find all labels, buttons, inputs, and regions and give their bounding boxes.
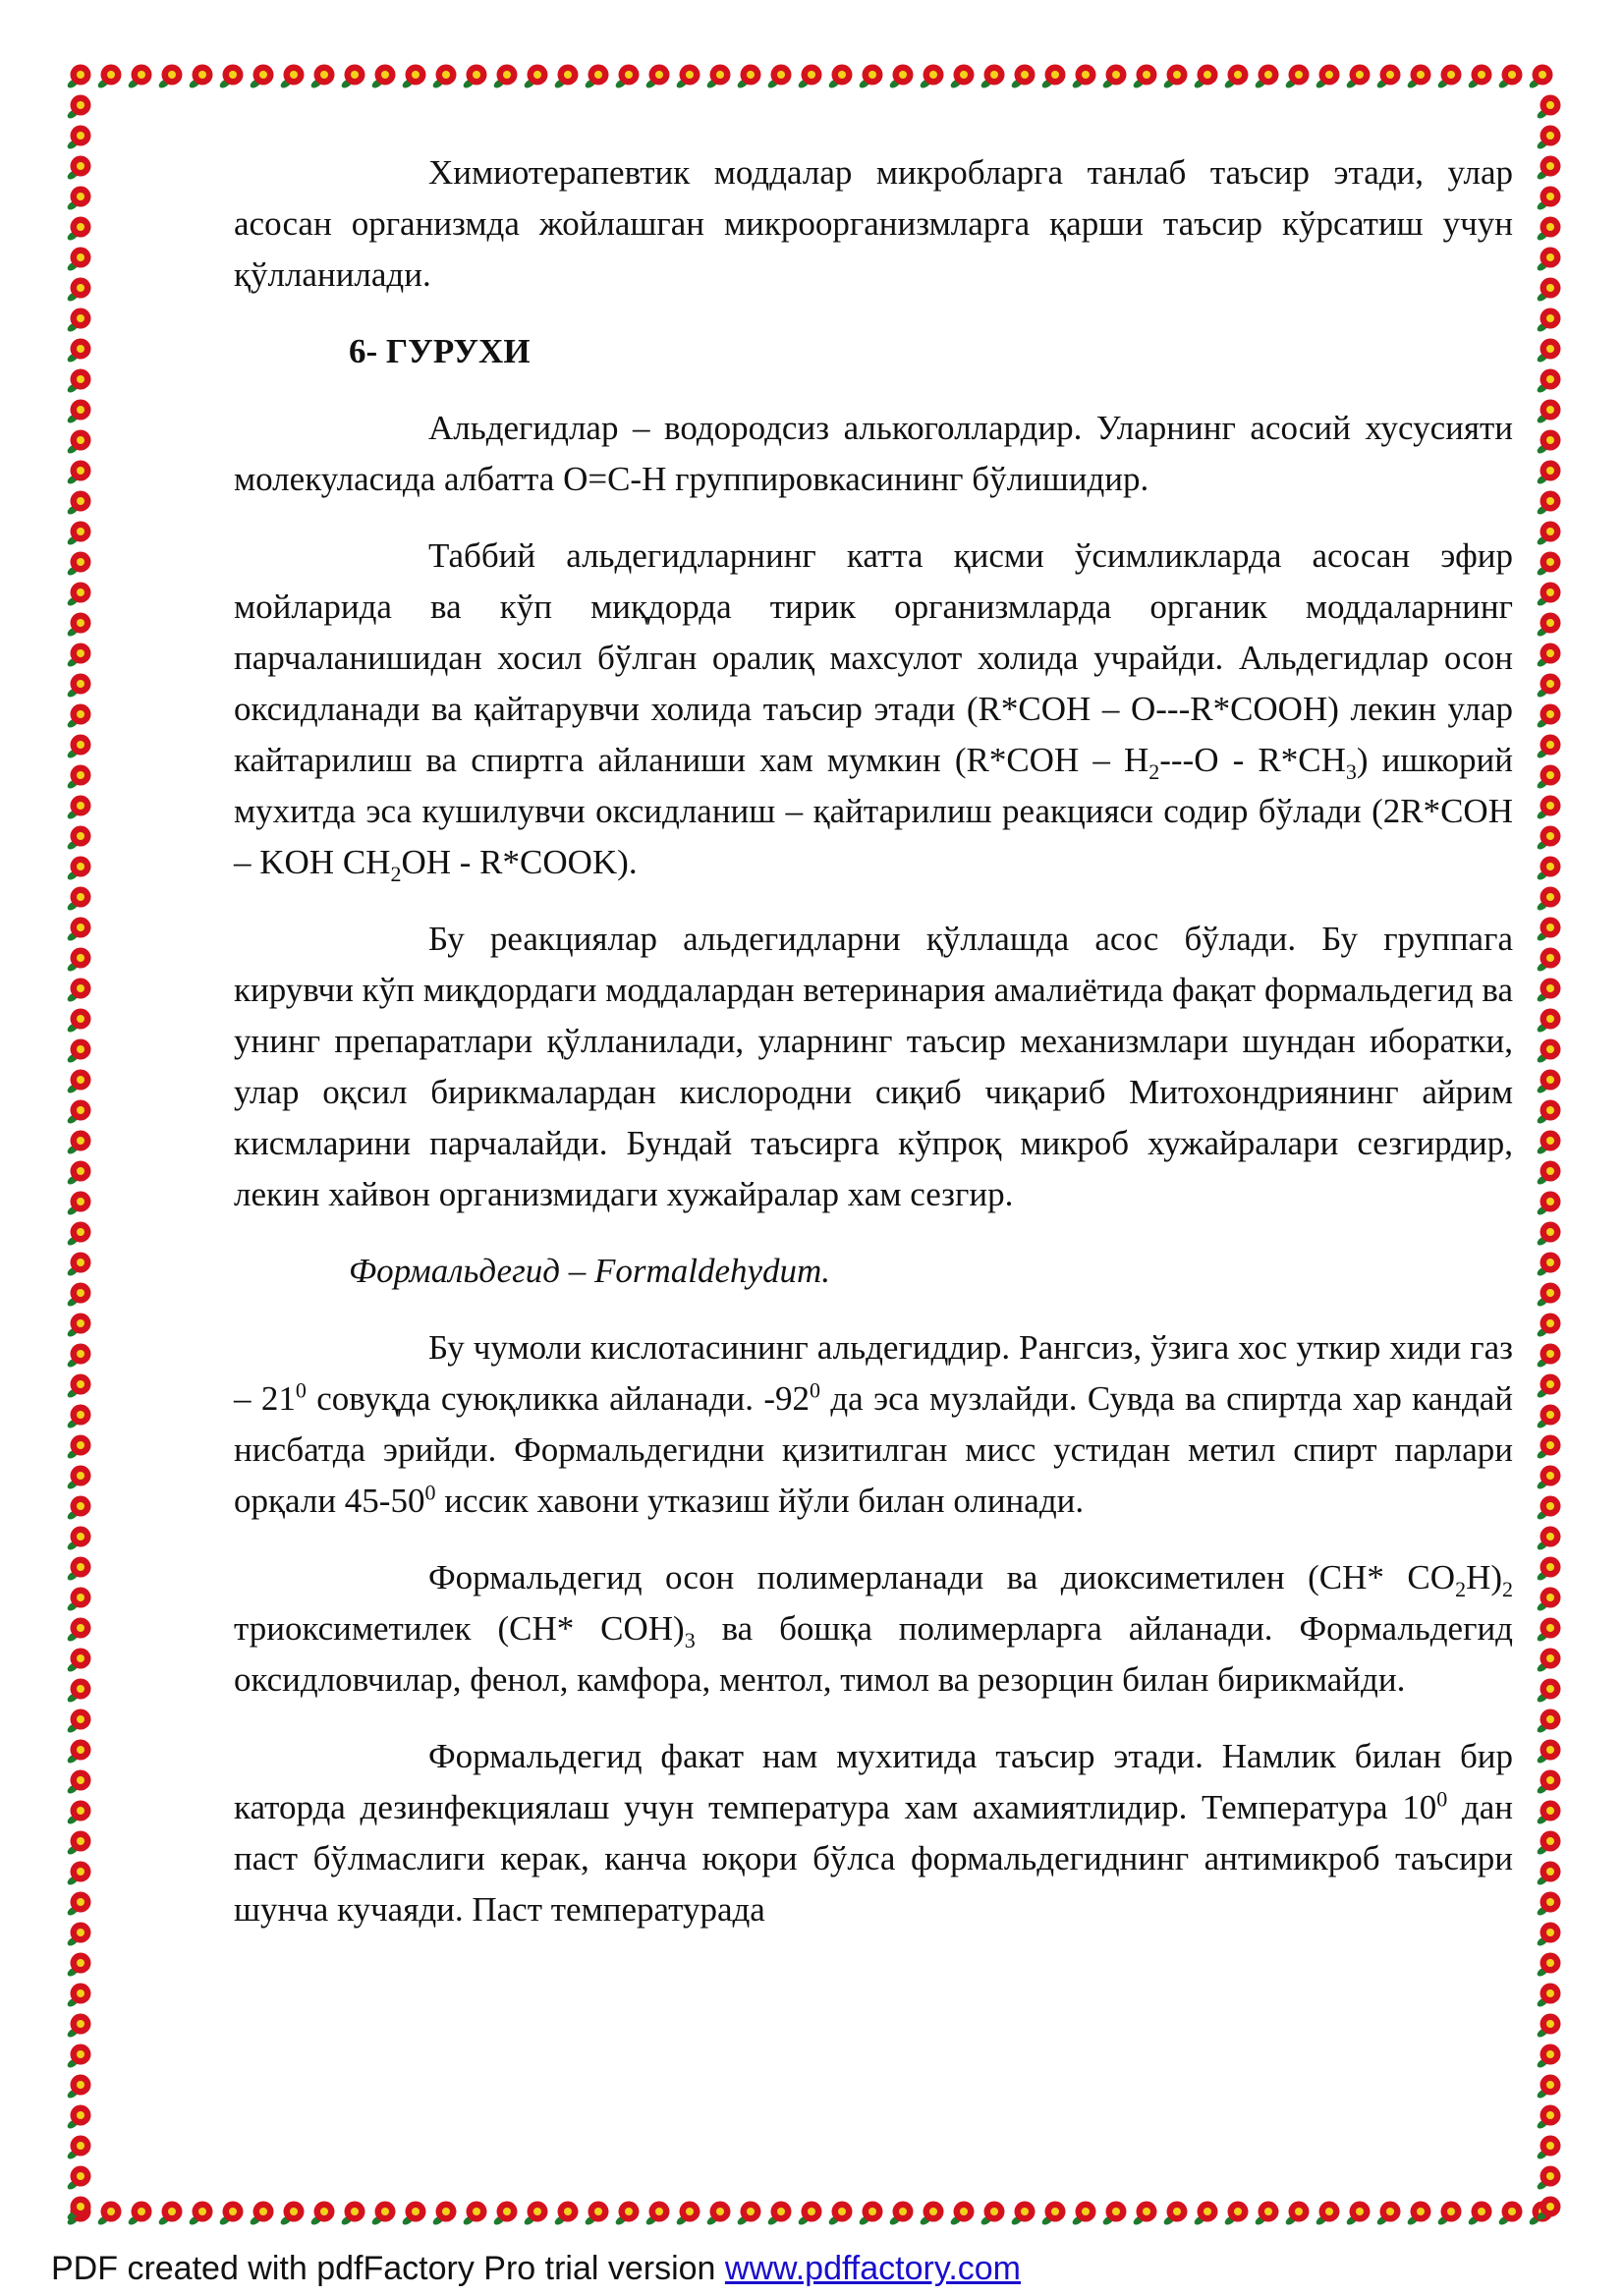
flower-icon [157, 65, 182, 90]
flower-icon [797, 2202, 821, 2227]
flower-icon [584, 2202, 608, 2227]
flower-icon [584, 65, 608, 90]
flower-icon [1536, 1801, 1560, 1826]
flower-icon [1375, 2202, 1400, 2227]
flower-icon [1536, 918, 1560, 943]
paragraph-chemotherapeutic: Химиотерапевтик моддалар микробларга танлаб таъсир этади, улар асосан организмда жойлашган микроорганизмларга қарши таъсир кўрсатиш учун қўлланилади. [234, 153, 1513, 294]
flower-icon [797, 65, 821, 90]
flower-icon [1193, 2202, 1217, 2227]
flower-icon [1536, 1527, 1560, 1552]
flower-icon [1536, 1131, 1560, 1156]
flower-icon [66, 1009, 90, 1035]
flower-icon [1536, 1405, 1560, 1430]
footer-text: PDF created with pdfFactory Pro trial version [51, 2250, 725, 2287]
flower-icon [1536, 644, 1560, 669]
paragraph-polymerization: Формальдегид осон полимерланади ва диоксиметилен (CH* $CO_2H)_2$ триоксиметилек (CH* $COH)_3$ ва бошқа полимерларга айланади. Формальдегид оксидловчилар, фенол, камфора, ментол, тимол ва резорцин билан бирикмайди. [234, 1558, 1513, 1699]
flower-icon [1536, 1740, 1560, 1765]
flower-icon [66, 1070, 90, 1095]
flower-icon [1536, 1618, 1560, 1644]
flower-icon [340, 2202, 364, 2227]
flower-icon [66, 1466, 90, 1491]
flower-icon [1536, 583, 1560, 608]
flower-icon [1536, 979, 1560, 1004]
flower-icon [66, 2014, 90, 2040]
flower-icon [370, 2202, 395, 2227]
flower-icon [949, 65, 974, 90]
flower-icon [858, 65, 882, 90]
flower-icon [66, 1679, 90, 1705]
flower-icon [1536, 2075, 1560, 2100]
flower-icon [66, 2166, 90, 2192]
flower-icon [66, 1984, 90, 2009]
flower-icon [66, 1862, 90, 1887]
flower-icon [66, 1770, 90, 1796]
flower-icon [1536, 1557, 1560, 1583]
flower-icon [736, 2202, 760, 2227]
flower-icon [1536, 248, 1560, 273]
flower-icon [127, 2202, 151, 2227]
flower-icon [1536, 552, 1560, 578]
flower-icon [66, 1649, 90, 1674]
flower-icon [66, 369, 90, 395]
flower-icon [492, 2202, 517, 2227]
flower-icon [1536, 2166, 1560, 2192]
flower-icon [1010, 65, 1035, 90]
flower-icon [1536, 1984, 1560, 2009]
flower-icon [66, 2044, 90, 2070]
flower-icon [66, 1527, 90, 1552]
flower-icon [309, 2202, 334, 2227]
flower-icon [1536, 2014, 1560, 2040]
flower-icon [1536, 461, 1560, 486]
flower-icon [66, 1892, 90, 1918]
flower-icon [949, 2202, 974, 2227]
flower-icon [66, 979, 90, 1004]
flower-icon [1536, 1435, 1560, 1461]
flower-icon [1536, 674, 1560, 700]
flower-icon [66, 278, 90, 304]
flower-icon [1536, 1374, 1560, 1400]
flower-icon [66, 796, 90, 821]
flower-icon [66, 1283, 90, 1309]
flower-icon [888, 2202, 913, 2227]
flower-icon [66, 765, 90, 791]
flower-icon [1536, 1679, 1560, 1705]
flower-icon [66, 248, 90, 273]
flower-icon [279, 65, 304, 90]
flower-icon [1040, 2202, 1065, 2227]
flower-icon [705, 65, 730, 90]
flower-icon [1010, 2202, 1035, 2227]
flower-icon [766, 2202, 791, 2227]
flower-icon [1536, 187, 1560, 212]
flower-icon [66, 1161, 90, 1187]
flower-icon [66, 552, 90, 578]
flower-icon [1536, 400, 1560, 425]
flower-icon [66, 948, 90, 974]
flower-icon [96, 2202, 121, 2227]
flower-icon [1536, 1466, 1560, 1491]
flower-icon [1536, 369, 1560, 395]
flower-icon [66, 1314, 90, 1339]
flower-icon [1536, 826, 1560, 852]
flower-icon [66, 613, 90, 639]
flower-icon [66, 156, 90, 182]
flower-icon [1536, 1649, 1560, 1674]
flower-icon [827, 2202, 852, 2227]
flower-icon [66, 1405, 90, 1430]
flower-icon [66, 1131, 90, 1156]
flower-icon [1223, 65, 1248, 90]
flower-icon [66, 2197, 90, 2222]
flower-icon [249, 2202, 273, 2227]
flower-icon [66, 217, 90, 243]
flower-icon [644, 65, 669, 90]
flower-icon [66, 2136, 90, 2161]
flower-icon [1536, 156, 1560, 182]
flower-icon [827, 65, 852, 90]
flower-icon [1536, 1770, 1560, 1796]
flower-icon [1536, 308, 1560, 334]
flower-icon [1101, 2202, 1126, 2227]
flower-icon [1536, 1100, 1560, 1126]
flower-icon [1536, 2105, 1560, 2131]
flower-icon [1536, 339, 1560, 364]
flower-icon [1162, 2202, 1187, 2227]
flower-icon [249, 65, 273, 90]
flower-icon [1536, 1709, 1560, 1735]
flower-icon [66, 1222, 90, 1248]
flower-icon [370, 65, 395, 90]
flower-icon [66, 1740, 90, 1765]
flower-icon [66, 1953, 90, 1979]
flower-icon [1132, 65, 1156, 90]
paragraph-humidity-temperature: Формальдегид факат нам мухитида таъсир этади. Намлик билан бир каторда дезинфекциялаш учун температура хам ахамиятлидир. Температура $10^0$ дан паст бўлмаслиги керак, канча юқори бўлса формальдегиднинг антимикроб таъсири шунча кучаяди. Паст температурада [234, 1737, 1513, 1929]
flower-icon [1536, 796, 1560, 821]
pdf-footer [51, 2250, 1021, 2288]
flower-icon [188, 2202, 212, 2227]
flower-icon [1223, 2202, 1248, 2227]
flower-icon [1101, 65, 1126, 90]
flower-icon [66, 1374, 90, 1400]
flower-icon [66, 1435, 90, 1461]
flower-icon [1528, 2202, 1552, 2227]
flower-icon [66, 522, 90, 547]
flower-icon [66, 1557, 90, 1583]
document-body [234, 147, 1513, 1961]
flower-icon [1071, 2202, 1095, 2227]
flower-icon [66, 644, 90, 669]
flower-icon [1536, 1344, 1560, 1370]
flower-icon [66, 1192, 90, 1217]
paragraph-formic-aldehyde: Бу чумоли кислотасининг альдегиддир. Рангсиз, ўзига хос уткир хиди газ – $21^0$ совуқда суюқликка айланади. $-92^0$ да эса музлайди. Сувда ва спиртда хар кандай нисбатда эрийди. Формальдегидни қизитилган мисс устидан метил спирт парлари орқали $45-50^0$ иссик хавони утказиш йўли билан олинади. [234, 1328, 1513, 1520]
flower-icon [66, 1344, 90, 1370]
flower-icon [1536, 1831, 1560, 1857]
flower-icon [218, 65, 243, 90]
flower-icon [1040, 65, 1065, 90]
flower-icon [1162, 65, 1187, 90]
flower-icon [66, 126, 90, 151]
flower-icon [431, 65, 456, 90]
flower-icon [1284, 65, 1309, 90]
flower-icon [66, 583, 90, 608]
flower-icon [1536, 1862, 1560, 1887]
flower-icon [66, 1618, 90, 1644]
flower-icon [1536, 765, 1560, 791]
flower-icon [675, 65, 700, 90]
flower-icon [1536, 1314, 1560, 1339]
flower-icon [66, 1588, 90, 1613]
flower-icon [1536, 1009, 1560, 1035]
flower-icon [1071, 65, 1095, 90]
flower-icon [462, 65, 486, 90]
flower-icon [858, 2202, 882, 2227]
flower-icon [1436, 65, 1461, 90]
flower-icon [1536, 1953, 1560, 1979]
flower-icon [1536, 2044, 1560, 2070]
flower-icon [66, 857, 90, 882]
formaldehyde-title: Формальдегид – Formaldehydum. [349, 1252, 831, 1290]
flower-icon [401, 2202, 425, 2227]
flower-icon [66, 65, 90, 90]
flower-icon [1467, 2202, 1491, 2227]
flower-icon [492, 65, 517, 90]
flower-icon [1536, 278, 1560, 304]
flower-icon [1536, 613, 1560, 639]
flower-icon [66, 826, 90, 852]
flower-icon [1528, 65, 1552, 90]
flower-icon [127, 65, 151, 90]
flower-icon [66, 887, 90, 913]
flower-icon [66, 430, 90, 456]
flower-icon [66, 95, 90, 121]
flower-icon [919, 2202, 943, 2227]
flower-icon [1536, 948, 1560, 974]
flower-icon [340, 65, 364, 90]
flower-icon [66, 1801, 90, 1826]
flower-icon [66, 2202, 90, 2227]
flower-icon [1536, 522, 1560, 547]
flower-icon [1315, 2202, 1339, 2227]
flower-icon [1536, 1588, 1560, 1613]
flower-icon [1345, 65, 1370, 90]
flower-icon [523, 2202, 547, 2227]
flower-icon [401, 65, 425, 90]
flower-icon [96, 65, 121, 90]
flower-icon [1536, 887, 1560, 913]
flower-icon [980, 2202, 1004, 2227]
flower-icon [1497, 2202, 1522, 2227]
flower-icon [1375, 65, 1400, 90]
flower-icon [1536, 1496, 1560, 1522]
flower-icon [644, 2202, 669, 2227]
flower-icon [1536, 1283, 1560, 1309]
flower-icon [66, 187, 90, 212]
flower-icon [888, 65, 913, 90]
paragraph-reactions: Бу реакциялар альдегидларни қўллашда асос бўлади. Бу группага кирувчи кўп миқдордаги моддалардан ветеринария амалиётида фақат формальдегид ва унинг препаратлари қўлланилади, уларнинг таъсир механизмлари шундан иборатки, улар оқсил бирикмалардан кислородни сиқиб чиқариб Митохондриянинг айрим кисмларини парчалайди. Бундай таъсирга кўпроқ микроб хужайралари сезгирдир, лекин хайвон организмидаги хужайралар хам сезгир. [234, 920, 1513, 1213]
flower-icon [309, 65, 334, 90]
flower-icon [66, 735, 90, 760]
flower-icon [553, 65, 578, 90]
flower-icon [66, 400, 90, 425]
flower-icon [66, 918, 90, 943]
flower-icon [1536, 1070, 1560, 1095]
flower-icon [1536, 1923, 1560, 1948]
flower-icon [66, 1923, 90, 1948]
flower-icon [431, 2202, 456, 2227]
flower-icon [675, 2202, 700, 2227]
flower-icon [1536, 1253, 1560, 1278]
flower-icon [1536, 430, 1560, 456]
flower-icon [1193, 65, 1217, 90]
flower-icon [66, 1831, 90, 1857]
section-heading: 6- ГУРУХИ [349, 332, 531, 370]
flower-icon [1536, 704, 1560, 730]
flower-icon [614, 2202, 639, 2227]
flower-icon [66, 1039, 90, 1065]
flower-icon [1467, 65, 1491, 90]
flower-icon [766, 65, 791, 90]
flower-icon [66, 674, 90, 700]
flower-icon [66, 308, 90, 334]
flower-icon [1497, 65, 1522, 90]
flower-icon [1132, 2202, 1156, 2227]
flower-icon [66, 1709, 90, 1735]
flower-icon [1536, 2197, 1560, 2222]
flower-icon [1536, 1222, 1560, 1248]
footer-link[interactable]: www.pdffactory.com [724, 2250, 1021, 2287]
flower-icon [1406, 65, 1430, 90]
flower-icon [1284, 2202, 1309, 2227]
flower-icon [1536, 95, 1560, 121]
flower-border-right-icon [1535, 61, 1564, 2227]
flower-icon [1254, 2202, 1278, 2227]
flower-icon [66, 461, 90, 486]
paragraph-aldehydes-intro: Альдегидлар – водородсиз алькоголлардир. Уларнинг асосий хусусияти молекуласида албатта О=С-Н группировкасининг бўлишидир. [234, 409, 1513, 498]
flower-icon [66, 704, 90, 730]
flower-border-top-icon [65, 61, 1564, 90]
flower-icon [218, 2202, 243, 2227]
flower-icon [705, 2202, 730, 2227]
flower-icon [919, 65, 943, 90]
flower-icon [1315, 65, 1339, 90]
flower-icon [1536, 1039, 1560, 1065]
flower-icon [462, 2202, 486, 2227]
flower-icon [1536, 1161, 1560, 1187]
flower-icon [1536, 857, 1560, 882]
flower-icon [66, 339, 90, 364]
flower-icon [1436, 2202, 1461, 2227]
flower-icon [66, 2105, 90, 2131]
flower-icon [553, 2202, 578, 2227]
flower-icon [1345, 2202, 1370, 2227]
flower-icon [736, 65, 760, 90]
flower-icon [1536, 1192, 1560, 1217]
flower-icon [66, 1100, 90, 1126]
flower-icon [614, 65, 639, 90]
flower-icon [1536, 491, 1560, 517]
flower-icon [1406, 2202, 1430, 2227]
flower-icon [980, 65, 1004, 90]
flower-border-left-icon [65, 61, 94, 2227]
flower-icon [1536, 217, 1560, 243]
flower-icon [66, 2075, 90, 2100]
flower-icon [279, 2202, 304, 2227]
paragraph-natural-aldehydes: Таббий альдегидларнинг катта қисми ўсимликларда асосан эфир мойларида ва кўп миқдорда тирик организмларда органик моддаларнинг парчаланишидан хосил бўлган оралиқ махсулот холида учрайди. Альдегидлар осон оксидланади ва қайтарувчи холида таъсир этади (R*COH – O---R*COOH) лекин улар кайтарилиш ва спиртга айланиши хам мумкин $(R*COH - H_2---O - R*CH_3)$ ишкорий мухитда эса кушилувчи оксидланиш – қайтарилиш реакцияси содир бўлади (2R*COH – KOH $CH_2OH$ - R*COOK). [234, 536, 1514, 886]
flower-icon [188, 65, 212, 90]
flower-icon [66, 491, 90, 517]
flower-icon [1536, 2136, 1560, 2161]
flower-icon [1536, 126, 1560, 151]
flower-icon [66, 1496, 90, 1522]
flower-icon [1536, 735, 1560, 760]
flower-border-bottom-icon [65, 2198, 1564, 2227]
flower-icon [66, 1253, 90, 1278]
flower-icon [523, 65, 547, 90]
flower-icon [1254, 65, 1278, 90]
flower-icon [1536, 1892, 1560, 1918]
flower-icon [157, 2202, 182, 2227]
